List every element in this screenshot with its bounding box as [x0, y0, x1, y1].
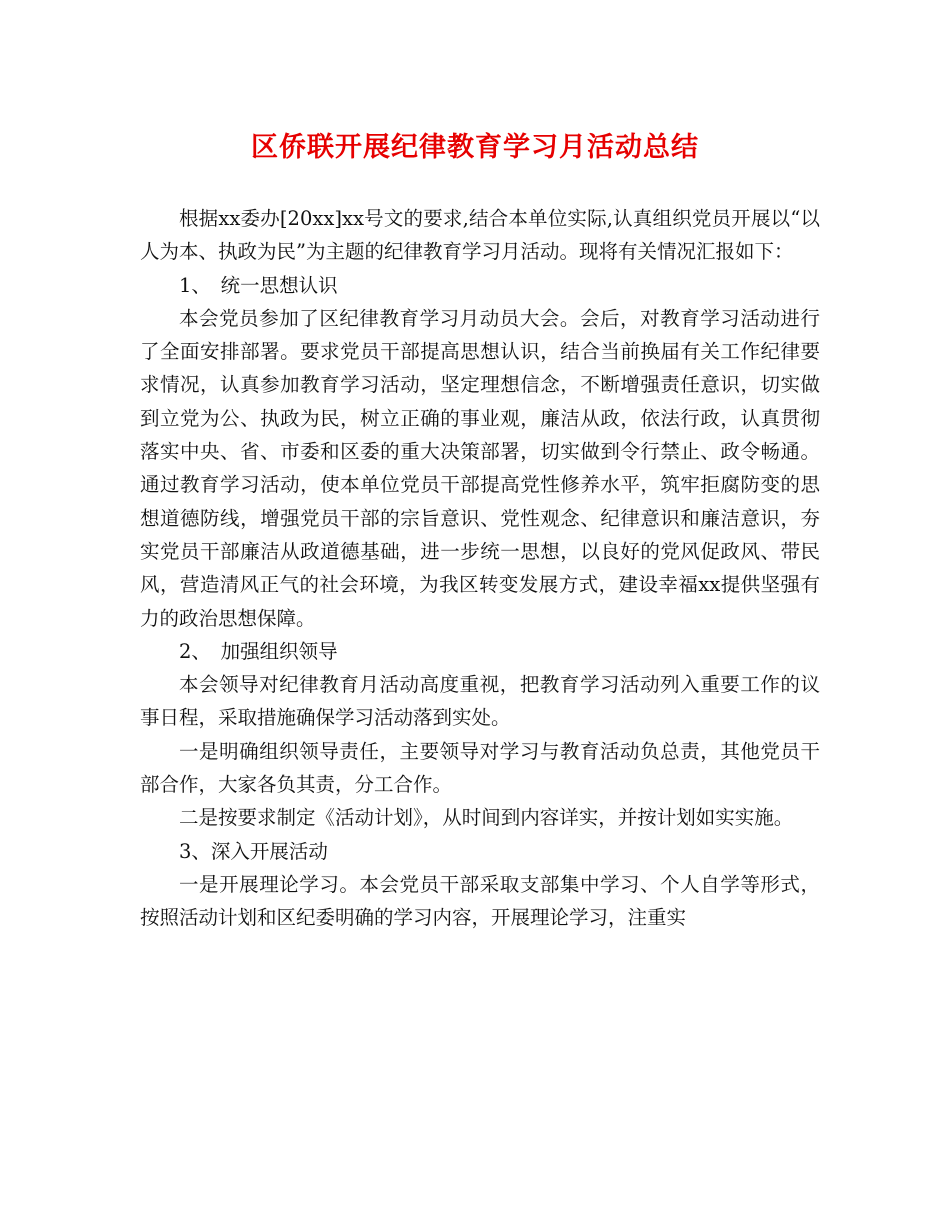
paragraph-section-1: 本会党员参加了区纪律教育学习月动员大会。会后，对教育学习活动进行了全面安排部署。要求党员干部提高思想认识，结合当前换届有关工作纪律要求情况，认真参加教育学习活动，坚定理想信念，不断增强责任意识，切实做到立党为公、执政为民，树立正确的事业观，廉洁从政，依法行政，认真贯彻落实中央、省、市委和区委的重大决策部署，切实做到令行禁止、政令畅通。通过教育学习活动，使本单位党员干部提高党性修养水平，筑牢拒腐防变的思想道德防线，增强党员干部的宗旨意识、党性观念、纪律意识和廉洁意识，夯实党员干部廉洁从政道德基础，进一步统一思想，以良好的党风促政风、带民风，营造清风正气的社会环境，为我区转变发展方式，建设幸福xx提供坚强有力的政治思想保障。 [140, 306, 820, 630]
section-heading-3: 3、深入开展活动 [179, 839, 328, 863]
paragraph-section-3-item-1: 一是开展理论学习。本会党员干部采取支部集中学习、个人自学等形式，按照活动计划和区纪委明确的学习内容，开展理论学习，注重实 [140, 872, 820, 930]
paragraph-section-2: 本会领导对纪律教育月活动高度重视，把教育学习活动列入重要工作的议事日程，采取措施确保学习活动落到实处。 [140, 673, 820, 730]
paragraph-intro: 根据xx委办[20xx]xx号文的要求,结合本单位实际,认真组织党员开展以“以人为本、执政为民”为主题的纪律教育学习月活动。现将有关情况汇报如下： [140, 207, 820, 264]
section-heading-2: 2、 加强组织领导 [179, 639, 338, 663]
paragraph-section-2-item-2: 二是按要求制定《活动计划》，从时间到内容详实，并按计划如实实施。 [179, 806, 794, 830]
section-heading-1: 1、 统一思想认识 [179, 273, 338, 297]
paragraph-section-2-item-1: 一是明确组织领导责任，主要领导对学习与教育活动负总责，其他党员干部合作，大家各负其责，分工合作。 [140, 739, 820, 797]
document-title: 区侨联开展纪律教育学习月活动总结 [251, 132, 699, 163]
document-body [140, 202, 820, 935]
